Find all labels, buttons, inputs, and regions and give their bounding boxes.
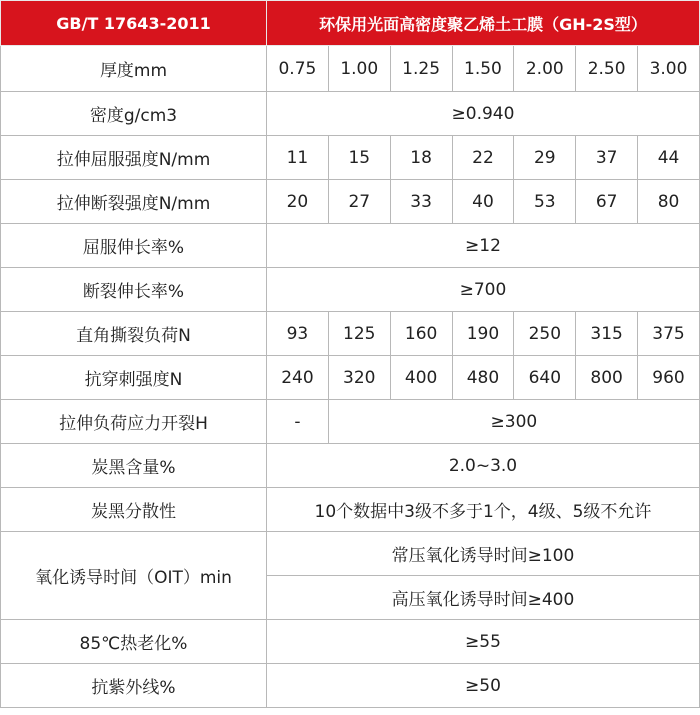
table-cell: 125: [328, 312, 390, 356]
table-cell: 1.00: [328, 46, 390, 92]
table-cell: 22: [452, 136, 514, 180]
puncture-row: [1, 356, 700, 400]
heat-aging-row: [1, 620, 700, 664]
table-cell: 29: [514, 136, 576, 180]
row-label: 拉伸屈服强度N/mm: [1, 136, 267, 180]
break-strength-row: [1, 180, 700, 224]
row-label: 炭黑分散性: [1, 488, 267, 532]
table-cell: 20: [267, 180, 329, 224]
row-label: 85℃热老化%: [1, 620, 267, 664]
stress-crack-row: [1, 400, 700, 444]
thickness-row: [1, 46, 700, 92]
table-cell: ≥300: [328, 400, 699, 444]
table-cell: 2.50: [576, 46, 638, 92]
carbon-content-row: [1, 444, 700, 488]
table-cell: ≥50: [267, 664, 700, 708]
table-cell: 常压氧化诱导时间≥100: [267, 532, 700, 576]
table-cell: 93: [267, 312, 329, 356]
row-label: 炭黑含量%: [1, 444, 267, 488]
row-label: 拉伸负荷应力开裂H: [1, 400, 267, 444]
table-cell: 27: [328, 180, 390, 224]
table-cell: ≥12: [267, 224, 700, 268]
yield-strength-row: [1, 136, 700, 180]
density-row: [1, 92, 700, 136]
tear-load-row: [1, 312, 700, 356]
row-label: 抗穿刺强度N: [1, 356, 267, 400]
row-label: 拉伸断裂强度N/mm: [1, 180, 267, 224]
row-label: 抗紫外线%: [1, 664, 267, 708]
row-label: 氧化诱导时间（OIT）min: [1, 532, 267, 620]
table-cell: 0.75: [267, 46, 329, 92]
table-cell: 960: [638, 356, 700, 400]
table-cell: 40: [452, 180, 514, 224]
product-header: 环保用光面高密度聚乙烯土工膜（GH-2S型）: [267, 1, 700, 46]
row-label: 直角撕裂负荷N: [1, 312, 267, 356]
table-cell: 250: [514, 312, 576, 356]
table-cell: 80: [638, 180, 700, 224]
table-cell: 2.00: [514, 46, 576, 92]
table-cell: 高压氧化诱导时间≥400: [267, 576, 700, 620]
oit-row: [1, 532, 700, 576]
table-cell: 190: [452, 312, 514, 356]
table-cell: -: [267, 400, 329, 444]
table-cell: 160: [390, 312, 452, 356]
table-cell: 33: [390, 180, 452, 224]
table-cell: 67: [576, 180, 638, 224]
table-cell: ≥55: [267, 620, 700, 664]
row-label: 断裂伸长率%: [1, 268, 267, 312]
table-cell: 375: [638, 312, 700, 356]
table-cell: 3.00: [638, 46, 700, 92]
table-cell: 1.25: [390, 46, 452, 92]
header-row: [1, 1, 700, 46]
table-cell: 240: [267, 356, 329, 400]
row-label: 密度g/cm3: [1, 92, 267, 136]
table-cell: 37: [576, 136, 638, 180]
carbon-dispersion-row: [1, 488, 700, 532]
table-cell: 800: [576, 356, 638, 400]
break-elongation-row: [1, 268, 700, 312]
standard-header: GB/T 17643-2011: [1, 1, 267, 46]
table-cell: 11: [267, 136, 329, 180]
table-cell: ≥700: [267, 268, 700, 312]
table-cell: ≥0.940: [267, 92, 700, 136]
table-cell: 10个数据中3级不多于1个，4级、5级不允许: [267, 488, 700, 532]
table-cell: 18: [390, 136, 452, 180]
yield-elongation-row: [1, 224, 700, 268]
table-cell: 640: [514, 356, 576, 400]
table-cell: 480: [452, 356, 514, 400]
table-cell: 2.0~3.0: [267, 444, 700, 488]
table-cell: 15: [328, 136, 390, 180]
row-label: 厚度mm: [1, 46, 267, 92]
table-cell: 320: [328, 356, 390, 400]
table-cell: 1.50: [452, 46, 514, 92]
uv-row: [1, 664, 700, 708]
table-cell: 315: [576, 312, 638, 356]
table-cell: 400: [390, 356, 452, 400]
table-cell: 53: [514, 180, 576, 224]
table-cell: 44: [638, 136, 700, 180]
row-label: 屈服伸长率%: [1, 224, 267, 268]
